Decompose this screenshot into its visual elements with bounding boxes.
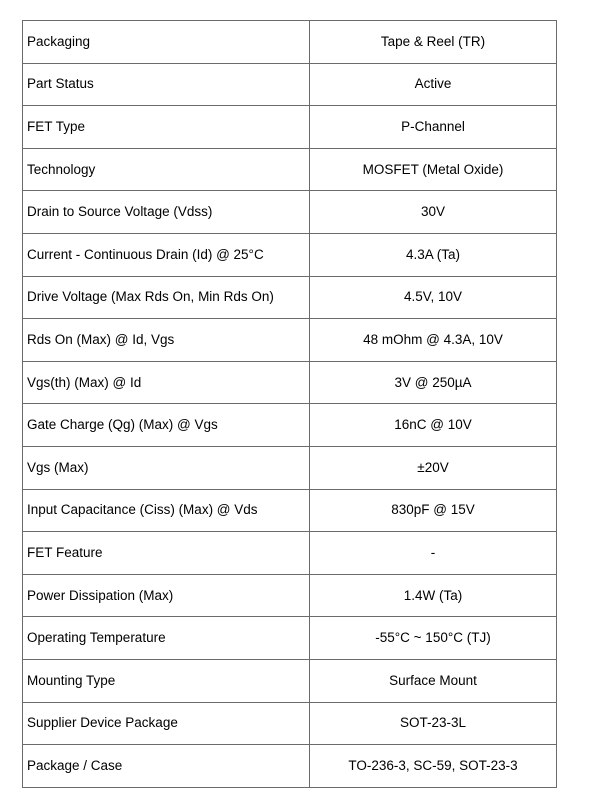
table-row — [23, 148, 557, 191]
spec-table-body — [23, 21, 557, 788]
spec-table — [22, 20, 557, 788]
row-value: - — [310, 532, 557, 575]
table-row — [23, 361, 557, 404]
row-value: Active — [310, 63, 557, 106]
table-row — [23, 446, 557, 489]
row-value: ±20V — [310, 446, 557, 489]
row-value: 4.5V, 10V — [310, 276, 557, 319]
row-value: 1.4W (Ta) — [310, 574, 557, 617]
table-row — [23, 617, 557, 660]
table-row — [23, 574, 557, 617]
table-row — [23, 489, 557, 532]
table-row — [23, 276, 557, 319]
row-label: Rds On (Max) @ Id, Vgs — [23, 319, 310, 362]
row-label: Vgs (Max) — [23, 446, 310, 489]
row-value: 3V @ 250µA — [310, 361, 557, 404]
table-row — [23, 745, 557, 788]
row-label: Vgs(th) (Max) @ Id — [23, 361, 310, 404]
row-value: 4.3A (Ta) — [310, 233, 557, 276]
row-label: Packaging — [23, 21, 310, 64]
table-row — [23, 702, 557, 745]
table-row — [23, 532, 557, 575]
row-label: Current - Continuous Drain (Id) @ 25°C — [23, 233, 310, 276]
table-row — [23, 319, 557, 362]
row-value: 48 mOhm @ 4.3A, 10V — [310, 319, 557, 362]
row-value: Tape & Reel (TR) — [310, 21, 557, 64]
row-label: Package / Case — [23, 745, 310, 788]
row-value: TO-236-3, SC-59, SOT-23-3 — [310, 745, 557, 788]
table-row — [23, 106, 557, 149]
row-label: Supplier Device Package — [23, 702, 310, 745]
spec-table-container — [22, 20, 557, 788]
row-label: Gate Charge (Qg) (Max) @ Vgs — [23, 404, 310, 447]
row-label: Part Status — [23, 63, 310, 106]
row-value: Surface Mount — [310, 659, 557, 702]
table-row — [23, 191, 557, 234]
table-row — [23, 21, 557, 64]
row-label: Drain to Source Voltage (Vdss) — [23, 191, 310, 234]
row-value: SOT-23-3L — [310, 702, 557, 745]
row-label: FET Feature — [23, 532, 310, 575]
row-value: 16nC @ 10V — [310, 404, 557, 447]
row-label: Drive Voltage (Max Rds On, Min Rds On) — [23, 276, 310, 319]
row-label: FET Type — [23, 106, 310, 149]
table-row — [23, 659, 557, 702]
table-row — [23, 63, 557, 106]
row-label: Power Dissipation (Max) — [23, 574, 310, 617]
row-label: Technology — [23, 148, 310, 191]
row-value: 830pF @ 15V — [310, 489, 557, 532]
row-label: Operating Temperature — [23, 617, 310, 660]
table-row — [23, 404, 557, 447]
row-value: 30V — [310, 191, 557, 234]
row-label: Mounting Type — [23, 659, 310, 702]
row-value: -55°C ~ 150°C (TJ) — [310, 617, 557, 660]
table-row — [23, 233, 557, 276]
row-value: P-Channel — [310, 106, 557, 149]
row-label: Input Capacitance (Ciss) (Max) @ Vds — [23, 489, 310, 532]
row-value: MOSFET (Metal Oxide) — [310, 148, 557, 191]
